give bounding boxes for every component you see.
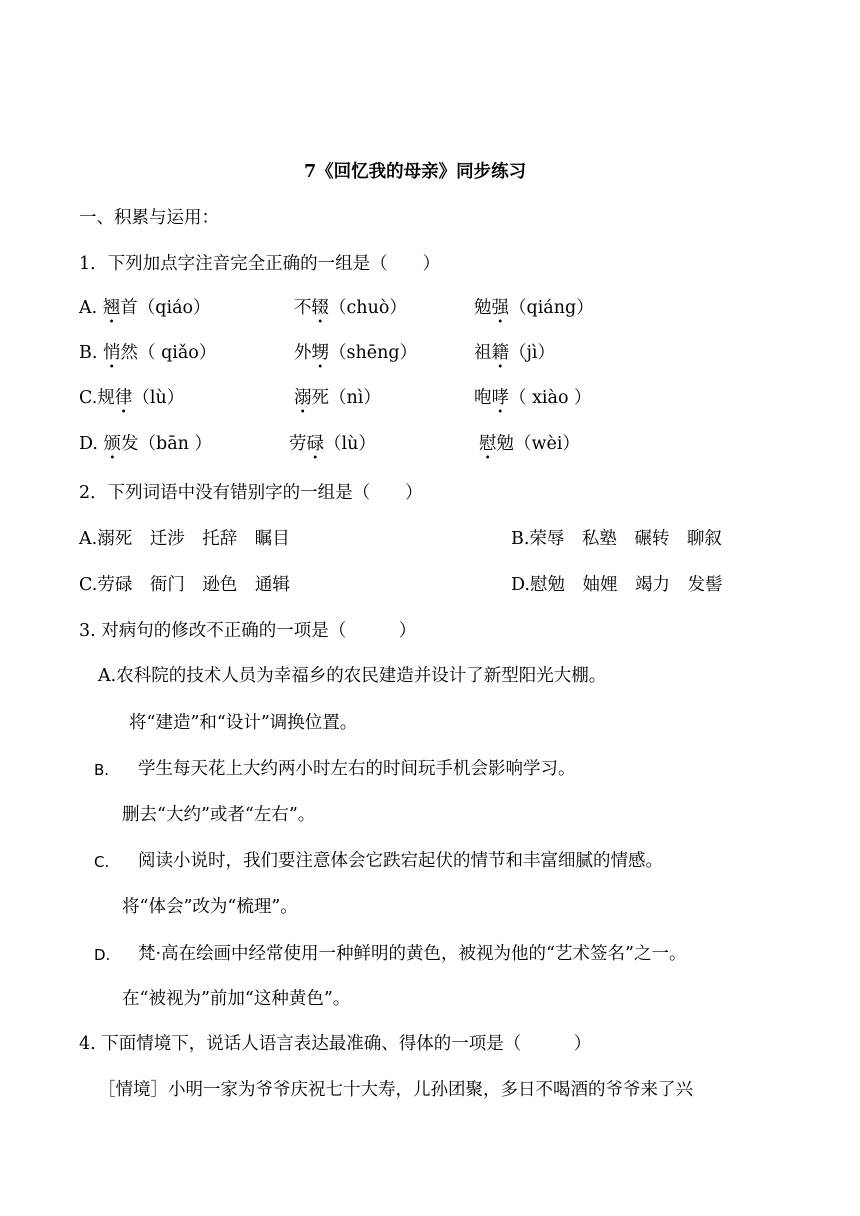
q3-option-b-label: B. (94, 761, 110, 779)
q2-option-c: C.劳碌 衙门 逊色 通辑 (79, 575, 290, 595)
q3-option-c-label: C. (94, 853, 110, 871)
dotted-char: 悄 (103, 343, 121, 363)
q3-option-d-sentence: 梵·高在绘画中经常使用一种鲜明的黄色，被视为他的“艺术签名”之一。 (138, 944, 687, 964)
q2-option-b: B.荣辱 私塾 碾转 聊叙 (511, 529, 722, 549)
q4-context: ［情境］小明一家为爷爷庆祝七十大寿，儿孙团聚，多日不喝酒的爷爷来了兴 (98, 1080, 693, 1100)
question-3-stem: 3. 对病句的修改不正确的一项是（ ） (79, 621, 417, 641)
q3-option-a-fix: 将“建造”和“设计”调换位置。 (129, 713, 358, 733)
q3-option-c-fix: 将“体会”改为“梳理”。 (122, 897, 298, 917)
question-1-stem: 1．下列加点字注音完全正确的一组是（ ） (79, 254, 441, 274)
dotted-char: 翘 (102, 298, 121, 318)
page-title: 7《回忆我的母亲》同步练习 (304, 162, 527, 182)
q3-option-b-sentence: 学生每天花上大约两小时左右的时间玩手机会影响学习。 (138, 759, 576, 779)
dotted-char: 律 (114, 388, 133, 408)
dotted-char: 慰 (479, 434, 497, 454)
question-2-stem: 2．下列词语中没有错别字的一组是（ ） (79, 483, 423, 503)
dotted-char: 颁 (103, 434, 122, 454)
q3-option-b-fix: 删去“大约”或者“左右”。 (122, 805, 316, 825)
q3-option-d-fix: 在“被视为”前加“这种黄色”。 (122, 989, 351, 1009)
dotted-char: 甥 (311, 343, 329, 363)
section-heading: 一、积累与运用： (79, 208, 219, 228)
q3-option-c-sentence: 阅读小说时，我们要注意体会它跌宕起伏的情节和丰富细腻的情感。 (138, 851, 663, 871)
dotted-char: 强 (491, 298, 509, 318)
q3-option-d-label: D. (94, 946, 111, 964)
dotted-char: 籍 (491, 343, 509, 363)
q2-option-a: A.溺死 迁涉 托辞 瞩目 (79, 529, 290, 549)
question-4-stem: 4. 下面情境下，说话人语言表达最准确、得体的一项是（ ） (79, 1034, 592, 1054)
dotted-char: 哮 (491, 388, 509, 408)
dotted-char: 碌 (306, 434, 324, 454)
dotted-char: 辍 (311, 298, 329, 318)
q2-option-d: D.慰勉 妯娌 竭力 发髻 (511, 575, 723, 595)
dotted-char: 溺 (294, 388, 312, 408)
q3-option-a-sentence: A.农科院的技术人员为幸福乡的农民建造并设计了新型阳光大棚。 (98, 666, 607, 686)
